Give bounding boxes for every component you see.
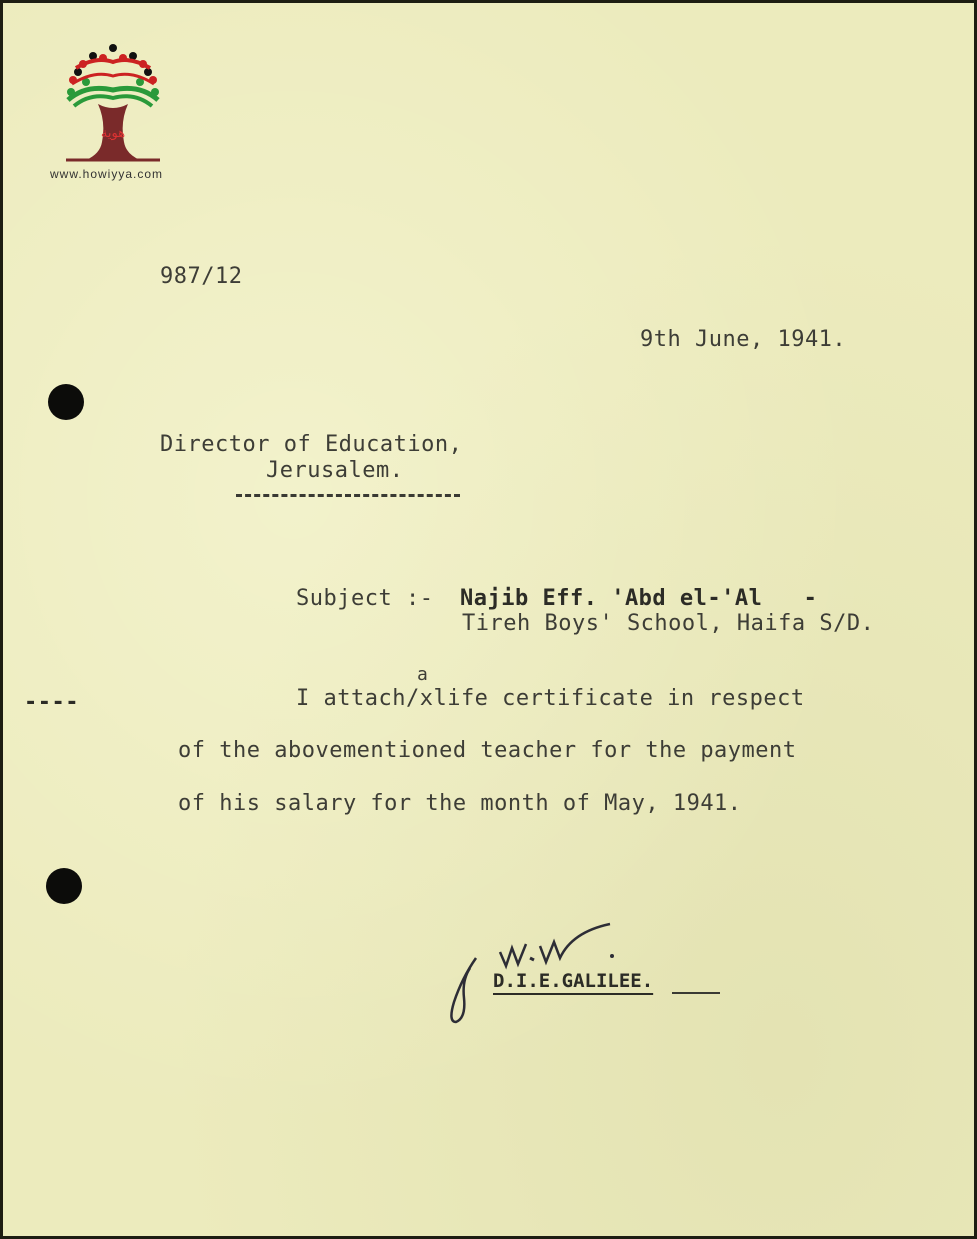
tree-icon — [66, 44, 160, 160]
signatory-underline-extension — [672, 992, 720, 994]
reference-number: 987/12 — [160, 264, 243, 289]
punch-hole-top — [48, 384, 84, 420]
body-line-2: of the abovementioned teacher for the payment — [178, 738, 797, 763]
subject-line-2: Tireh Boys' School, Haifa S/D. — [462, 611, 875, 636]
recipient-line-2: Jerusalem. — [266, 458, 404, 483]
signatory: D.I.E.GALILEE. — [493, 970, 654, 992]
recipient-line-1: Director of Education, — [160, 432, 463, 457]
insert-mark: a — [417, 664, 429, 685]
body-line-3: of his salary for the month of May, 1941. — [178, 791, 742, 816]
subject-label: Subject :- — [296, 586, 434, 611]
svg-text:هوية: هوية — [100, 126, 126, 141]
letter-date: 9th June, 1941. — [640, 327, 847, 352]
margin-mark: ---- — [24, 690, 79, 715]
subject-line-1: Najib Eff. 'Abd el-'Al - — [460, 586, 818, 611]
punch-hole-bottom — [46, 868, 82, 904]
body-line-1: I attach/xlife certificate in respect — [296, 686, 805, 711]
howiyya-logo — [46, 42, 176, 187]
recipient-underline — [236, 494, 460, 497]
logo-url: www.howiyya.com — [50, 167, 164, 181]
